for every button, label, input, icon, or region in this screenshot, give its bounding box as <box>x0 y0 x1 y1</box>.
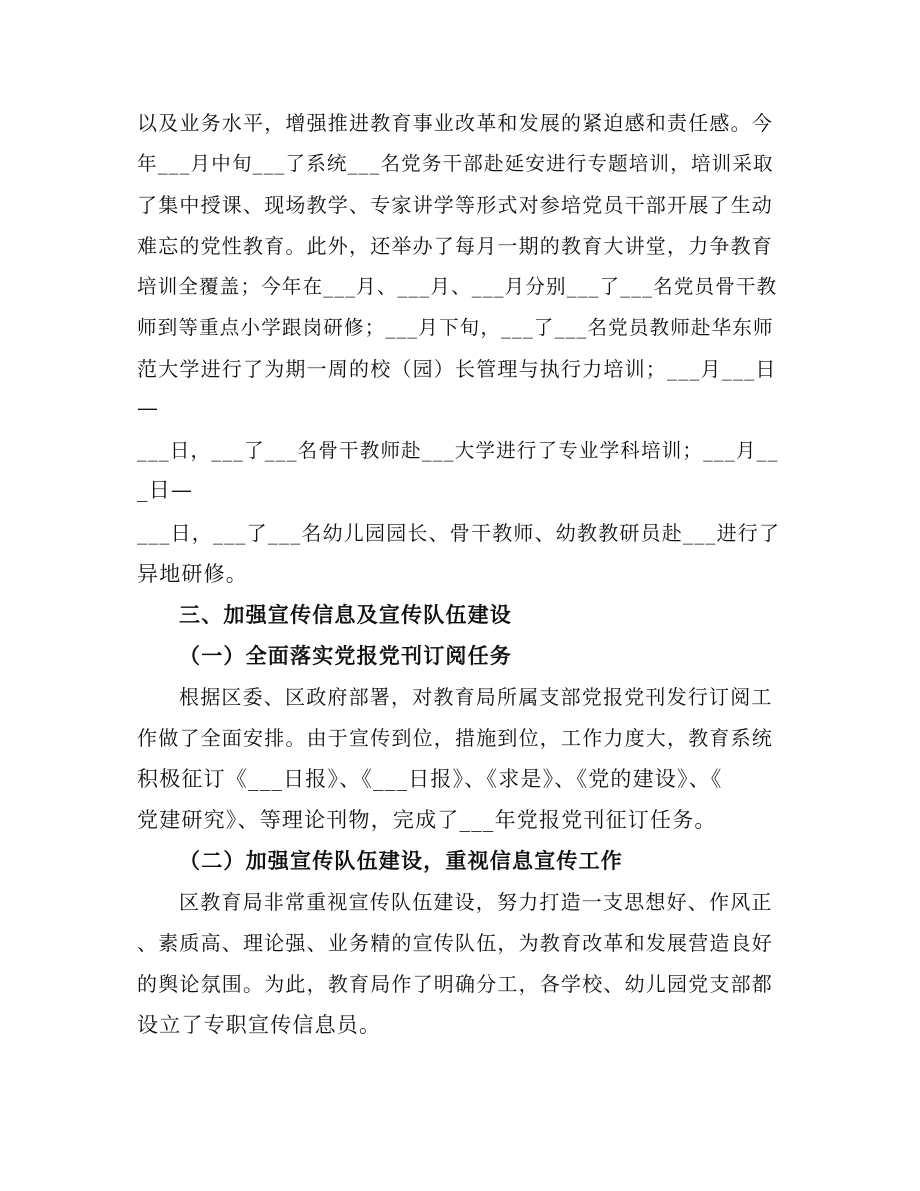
text-line: 异地研修。 <box>137 562 248 586</box>
text-line: 师到等重点小学跟岗研修；___月下旬，___了___名党员教师赴华东师 <box>137 316 774 339</box>
subsection-heading: （二）加强宣传队伍建设，重视信息宣传工作 <box>179 848 623 873</box>
text-line: 培训全覆盖；今年在___月、___月、___月分别___了___名党员骨干教 <box>137 275 778 298</box>
text-line: 区教育局非常重视宣传队伍建设，努力打造一支思想好、作风正 <box>179 890 773 914</box>
text-line: 难忘的党性教育。此外，还举办了每月一期的教育大讲堂，力争教育 <box>137 234 773 258</box>
text-line: ___日，___了___名幼儿园园长、骨干教师、幼教教研员赴___进行了 <box>137 521 781 545</box>
section-heading: 三、加强宣传信息及宣传队伍建设 <box>179 602 512 627</box>
text-line: _日— <box>137 478 194 502</box>
text-line: 作做了全面安排。由于宣传到位，措施到位，工作力度大，教育系统 <box>137 726 773 750</box>
text-line: 、素质高、理论强、业务精的宣传队伍，为教育改革和发展营造良好 <box>137 931 773 955</box>
text-line: 根据区委、区政府部署，对教育局所属支部党报党刊发行订阅工 <box>179 685 773 709</box>
text-line: 范大学进行了为期一周的校（园）长管理与执行力培训；___月___日 <box>137 357 777 381</box>
text-line: 党建研究》、等理论刊物，完成了___年党报党刊征订任务。 <box>137 808 717 832</box>
text-line: 以及业务水平，增强推进教育事业改革和发展的紧迫感和责任感。今 <box>137 111 773 135</box>
text-line: 的舆论氛围。为此，教育局作了明确分工，各学校、幼儿园党支部都 <box>137 972 773 996</box>
text-line: 积极征订《___日报》、《___日报》、《求是》、《党的建设》、《 <box>137 767 723 791</box>
text-line: 了集中授课、现场教学、专家讲学等形式对参培党员干部开展了生动 <box>137 193 773 217</box>
text-line: 年___月中旬___了系统___名党务干部赴延安进行专题培训，培训采取 <box>137 152 774 175</box>
subsection-heading: （一）全面落实党报党刊订阅任务 <box>179 643 512 668</box>
text-line: 设立了专职宣传信息员。 <box>137 1013 382 1037</box>
text-line: — <box>137 396 160 420</box>
text-line: ___日，___了___名骨干教师赴___大学进行了专业学科培训；___月__ <box>137 439 779 462</box>
